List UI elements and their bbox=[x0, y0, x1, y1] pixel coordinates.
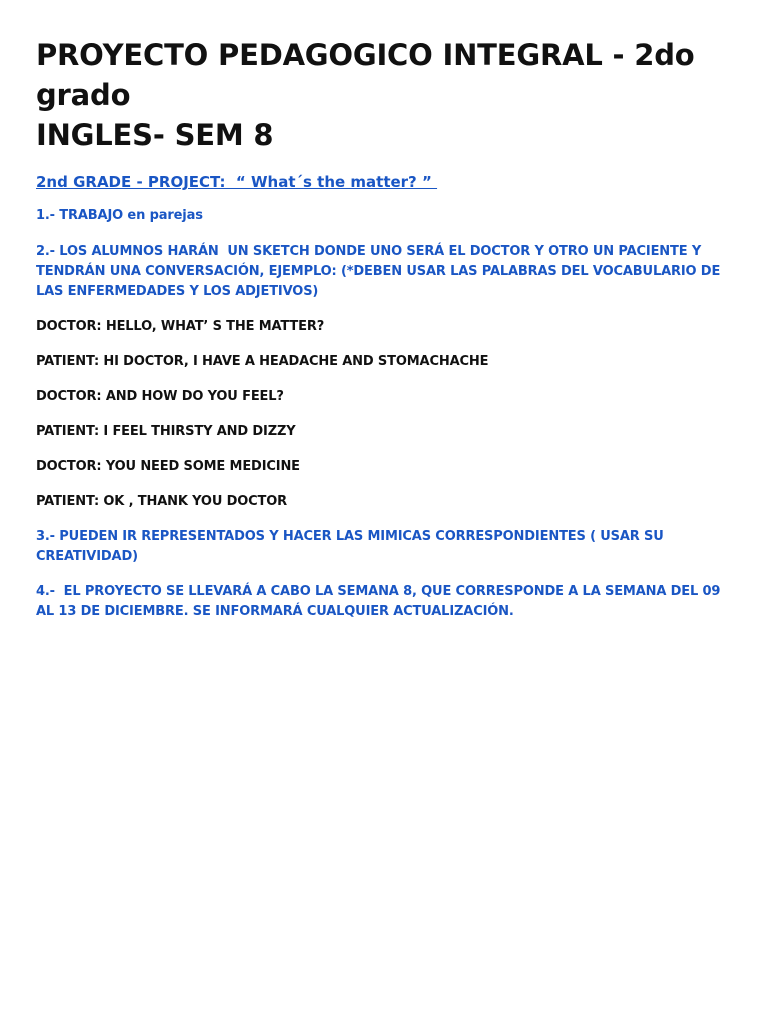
page-title bbox=[36, 35, 738, 155]
dialogue-line-patient-1: PATIENT: HI DOCTOR, I HAVE A HEADACHE AND STOMACHACHE bbox=[36, 354, 489, 369]
dialogue-line-doctor-3: DOCTOR: YOU NEED SOME MEDICINE bbox=[36, 459, 300, 474]
dialogue-line-doctor-2: DOCTOR: AND HOW DO YOU FEEL? bbox=[36, 389, 284, 404]
step-4-text: 4.- EL PROYECTO SE LLEVARÁ A CABO LA SEMANA 8, QUE CORRESPONDE A LA SEMANA DEL 09 AL 13 DE DICIEMBRE. SE INFORMARÁ CUALQUIER ACTUALIZACIÓN. bbox=[36, 584, 725, 619]
project-subtitle: 2nd GRADE - PROJECT: “ What´s the matter? ” bbox=[36, 173, 438, 191]
title-line-1: PROYECTO PEDAGOGICO INTEGRAL - 2do grado bbox=[36, 38, 695, 112]
step-3-text: 3.- PUEDEN IR REPRESENTADOS Y HACER LAS MIMICAS CORRESPONDIENTES ( USAR SU CREATIVIDAD) bbox=[36, 529, 664, 564]
dialogue-line-patient-3: PATIENT: OK , THANK YOU DOCTOR bbox=[36, 494, 288, 509]
dialogue-line-doctor-1: DOCTOR: HELLO, WHAT’ S THE MATTER? bbox=[36, 319, 325, 334]
step-2-text: 2.- LOS ALUMNOS HARÁN UN SKETCH DONDE UNO SERÁ EL DOCTOR Y OTRO UN PACIENTE Y TENDRÁN UNA CONVERSACIÓN, EJEMPLO: (*DEBEN USAR LAS PALABRAS DEL VOCABULARIO DE LAS ENFERMEDADES Y LOS ADJETIVOS) bbox=[36, 244, 725, 299]
dialogue-line-patient-2: PATIENT: I FEEL THIRSTY AND DIZZY bbox=[36, 424, 296, 439]
step-1-text: 1.- TRABAJO en parejas bbox=[36, 208, 203, 223]
title-line-2: INGLES- SEM 8 bbox=[36, 118, 274, 152]
